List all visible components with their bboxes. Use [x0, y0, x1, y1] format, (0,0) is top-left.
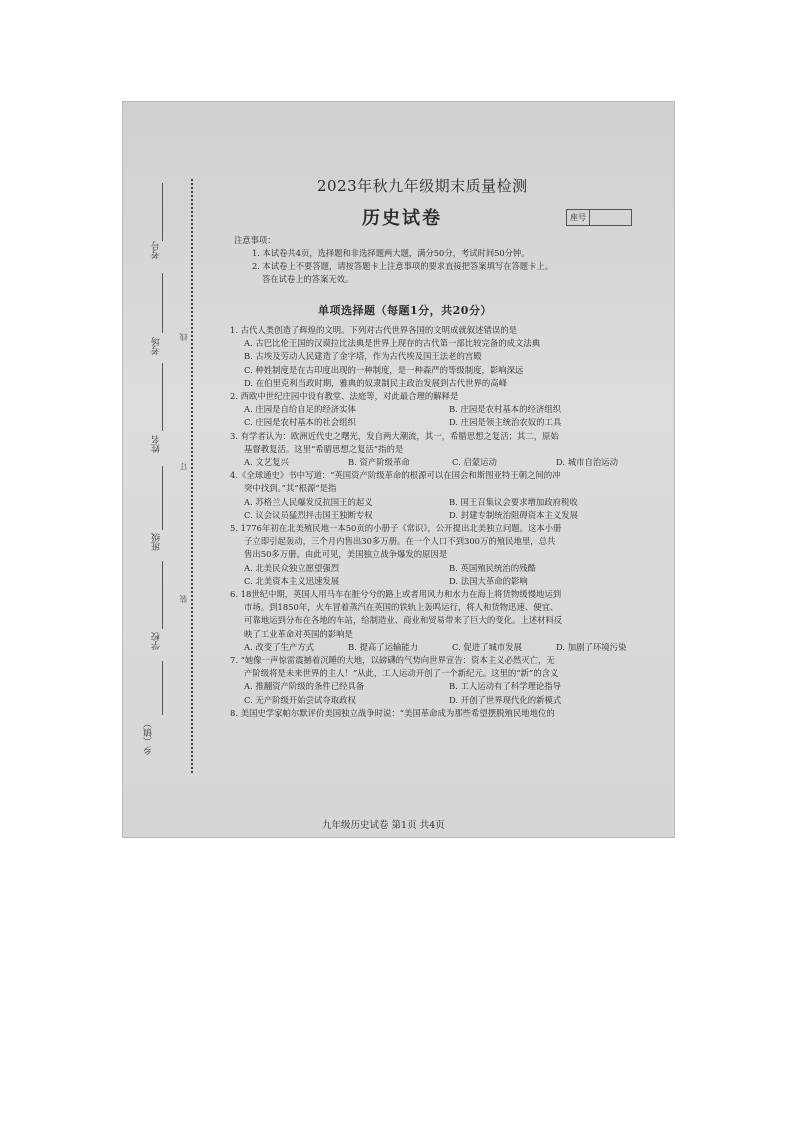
- options-row: [230, 403, 668, 416]
- option-d: D. 城市自治运动: [556, 457, 618, 468]
- option-c: C. 北美资本主义迅速发展: [244, 575, 340, 586]
- question-stem-cont: 基督教复活。这里“希腊思想之复活”指的是: [244, 443, 404, 454]
- school-label: 学校: [152, 632, 162, 650]
- options-row: [230, 496, 668, 509]
- options-row: [230, 416, 668, 429]
- school-blank: [162, 561, 163, 629]
- question-stem-cont: 映了工业革命对英国的影响是: [244, 628, 353, 639]
- options-row: [230, 509, 668, 522]
- option-c: C. 种姓制度是在古印度出现的一种制度，是一种森严的等级制度，影响深远: [244, 364, 524, 375]
- question-8: [230, 707, 668, 720]
- option-b: B. 古埃及劳动人民建造了金字塔，作为古代埃及国王法老的宫殿: [244, 351, 482, 362]
- exam-no-blank: [162, 183, 163, 241]
- question-stem-cont: 售出50多万册。由此可见，美国独立战争爆发的原因是: [244, 549, 448, 560]
- notes-item: 1. 本试卷共4页，选择题和非选择题两大题，满分50分，考试时间50分钟。: [252, 248, 530, 258]
- question-7: [230, 654, 668, 707]
- cut-mark-staple: 装: [179, 595, 188, 603]
- question-stem-cont: 产阶级将是未来世界的主人！”从此，工人运动开创了一个新纪元。这里的“新”的含义: [244, 668, 559, 679]
- question-stem: 4.《全球通史》书中写道：“英国资产阶级革命的根源可以在国会和斯图亚特王朝之间的冲: [230, 470, 561, 481]
- class-blank: [162, 466, 163, 530]
- option-b: B. 英国殖民统治的残酷: [449, 562, 536, 573]
- binding-margin: [122, 101, 192, 838]
- room-blank: [162, 273, 163, 333]
- option-c: C. 启蒙运动: [452, 457, 497, 468]
- option-a: A. 庄园是自给自足的经济实体: [244, 404, 356, 415]
- serial-number-box: [566, 209, 632, 226]
- option-a: A. 改变了生产方式: [244, 641, 314, 652]
- option-c: C. 庄园是农村基本的社会组织: [244, 417, 356, 428]
- exam-no-label: 考号: [152, 241, 162, 259]
- question-stem: 6. 18世纪中期，英国人用马车在脏兮兮的路上或者用风力和水力在海上将货物缓慢地运到: [230, 589, 562, 600]
- option-c: C. 议会议员猛烈抨击国王独断专权: [244, 509, 373, 520]
- question-3: [230, 430, 668, 470]
- exam-notes: [234, 234, 664, 286]
- town-label: 乡（镇）: [144, 719, 154, 755]
- option-d: D. 加剧了环境污染: [556, 641, 627, 652]
- option-a: A. 北美民众独立愿望强烈: [244, 562, 340, 573]
- options-row: [230, 575, 668, 588]
- notes-item: 答在试卷上的答案无效。: [262, 274, 354, 284]
- question-stem: 1. 古代人类创造了辉煌的文明。下列对古代世界各国的文明成就叙述错误的是: [230, 325, 518, 335]
- notes-heading: 注意事项：: [234, 235, 276, 245]
- class-label: 班级: [152, 533, 162, 551]
- option-a: A. 推翻资产阶级的条件已经具备: [244, 681, 365, 692]
- question-1: [230, 324, 668, 390]
- option-d: D. 法国大革命的影响: [449, 575, 528, 586]
- option-d: D. 庄园是领主统治农奴的工具: [449, 417, 562, 428]
- question-stem: 5. 1776年初在北美殖民地一本50页的小册子《常识》，公开提出北美独立问题。这本小册: [230, 523, 562, 534]
- options-row: [230, 641, 668, 654]
- options-row: [230, 456, 668, 469]
- town-blank: [162, 661, 163, 715]
- question-stem: 2. 西欧中世纪庄园中设有教堂、法庭等，对此最合理的解释是: [230, 391, 459, 402]
- notes-item: 2. 本试卷上不要答题，请按答题卡上注意事项的要求直接把答案填写在答题卡上。: [252, 261, 553, 271]
- serial-number-label: 座号: [567, 210, 590, 225]
- option-d: D. 在伯里克利当政时期，雅典的奴隶制民主政治发展到古代世界的高峰: [244, 377, 507, 388]
- name-label: 姓名: [152, 435, 162, 453]
- option-b: B. 提高了运输能力: [348, 641, 419, 652]
- question-5: [230, 522, 668, 588]
- section-title: 单项选择题（每题1分，共20分）: [318, 304, 492, 317]
- option-c: C. 无产阶级开始尝试夺取政权: [244, 694, 356, 705]
- options-row: [230, 694, 668, 707]
- question-stem-cont: 可靠地运到分布在各地的车站，给制造业、商业和贸易带来了巨大的变化。上述材料反: [244, 615, 563, 626]
- option-b: B. 工人运动有了科学理论指导: [449, 681, 561, 692]
- option-d: D. 封建专制统治阻碍资本主义发展: [449, 509, 578, 520]
- option-a: A. 古巴比伦王国的汉谟拉比法典是世界上现存的古代第一部比较完备的成文法典: [244, 338, 541, 349]
- options-row: [230, 562, 668, 575]
- options-row: [230, 680, 668, 693]
- page-footer: 九年级历史试卷 第1页 共4页: [322, 820, 445, 831]
- question-stem: 3. 有学者认为：欧洲近代史之曙光，发自两大潮流，其一，希腊思想之复活；其二，原始: [230, 430, 559, 441]
- option-d: D. 开创了世界现代化的新模式: [449, 694, 562, 705]
- binding-dotted-line: [191, 179, 193, 773]
- option-b: B. 庄园是农村基本的经济组织: [449, 404, 561, 415]
- cut-mark-line: 线: [179, 333, 188, 341]
- question-2: [230, 390, 668, 430]
- question-stem: 7. “她像一声惊雷震撼着沉睡的大地，以磅礴的气势向世界宣告：资本主义必然灭亡，无: [230, 655, 555, 666]
- room-label: 考场: [152, 337, 162, 355]
- option-a: A. 苏格兰人民爆发反抗国王的起义: [244, 496, 373, 507]
- question-6: [230, 588, 668, 654]
- question-4: [230, 469, 668, 522]
- question-stem-cont: 市场。到1850年，火车冒着蒸汽在英国的铁轨上轰鸣运行，将人和货物迅速、便宜、: [244, 602, 559, 613]
- subject-title: 历史试卷: [362, 208, 442, 229]
- option-a: A. 文艺复兴: [244, 457, 289, 468]
- question-stem-cont: 突中找到。”其“根源”是指: [244, 483, 337, 494]
- option-c: C. 促进了城市发展: [452, 641, 523, 652]
- option-b: B. 资产阶级革命: [348, 457, 410, 468]
- exam-paper-photo: [122, 101, 675, 838]
- cut-mark-bind: 订: [179, 463, 188, 471]
- questions-list: [230, 324, 668, 720]
- question-stem-cont: 子立即引起轰动，三个月内售出30多万册。在一个人口不到300万的殖民地里，总共: [244, 536, 556, 547]
- exam-title: 2023年秋九年级期末质量检测: [317, 177, 528, 195]
- name-blank: [162, 363, 163, 431]
- question-stem: 8. 美国史学家帕尔默评价美国独立战争时说：“美国革命成为那些希望摆脱殖民地地位的: [230, 707, 555, 718]
- option-b: B. 国王召集议会要求增加政府税收: [449, 496, 578, 507]
